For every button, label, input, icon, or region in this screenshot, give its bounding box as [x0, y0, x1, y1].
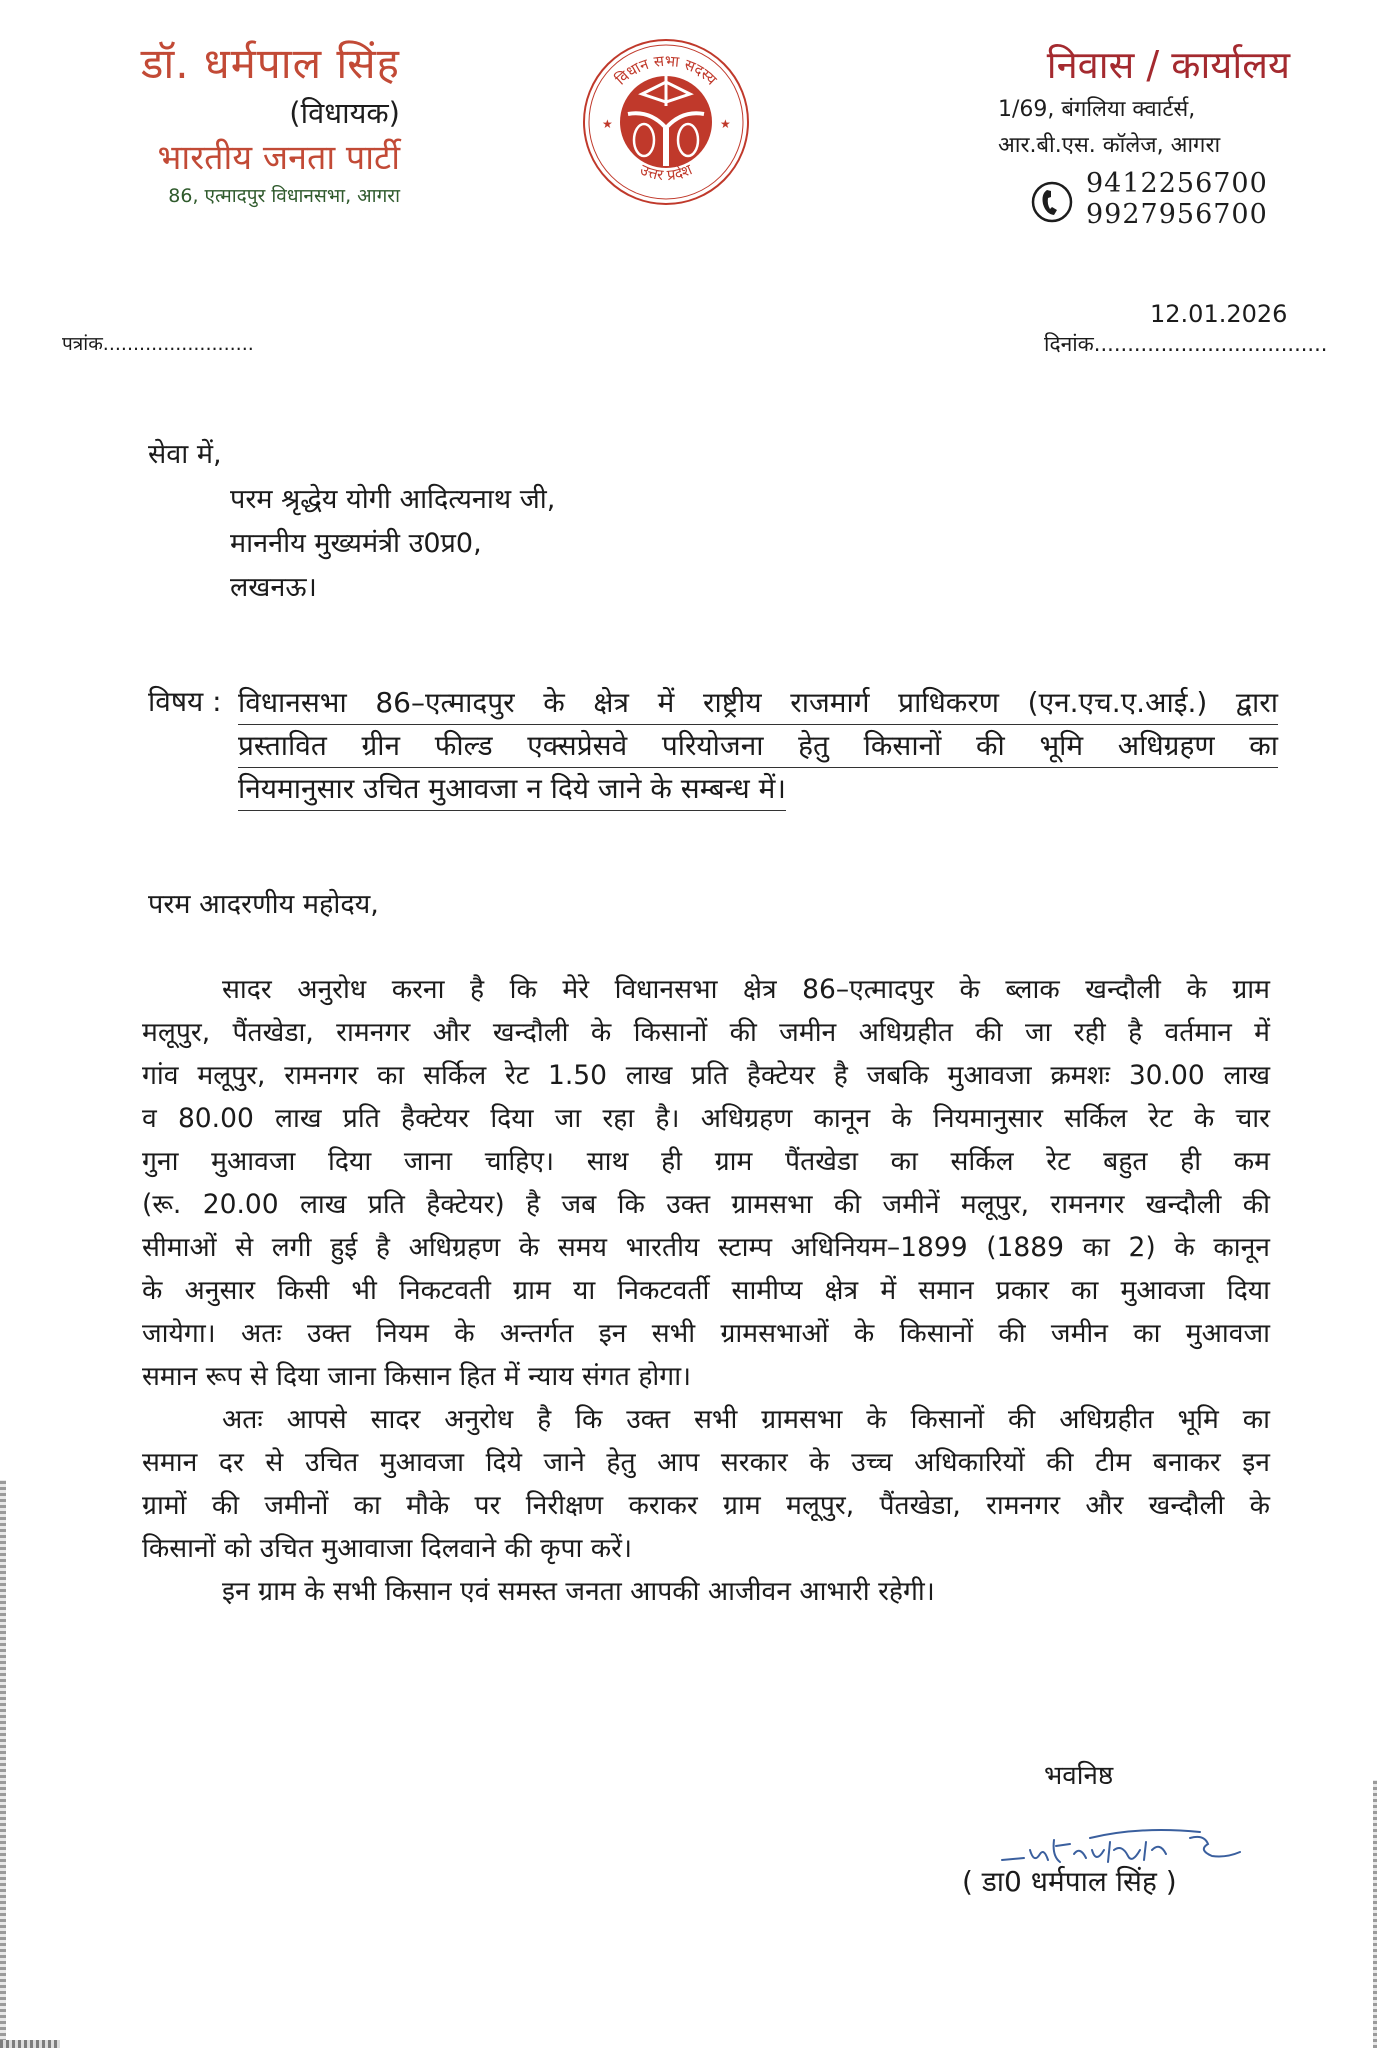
body-line: इन ग्राम के सभी किसान एवं समस्त जनता आपकी आजीवन आभारी रहेगी। — [222, 1576, 935, 1607]
body-line: सीमाओं से लगी हुई है अधिग्रहण के समय भारतीय स्टाम्प अधिनियम–1899 (1889 का 2) के कानून — [142, 1232, 1270, 1263]
letter-body — [142, 968, 1270, 1613]
emblem-text-bottom: उत्तर प्रदेश — [637, 160, 695, 185]
letterhead-sender — [70, 36, 400, 210]
phone-block — [990, 168, 1290, 230]
recipient-line: माननीय मुख्यमंत्री उ0प्र0, — [230, 528, 482, 559]
recipient-line: परम श्रृद्धेय योगी आदित्यनाथ जी, — [230, 484, 556, 515]
recipient-block — [230, 478, 555, 610]
body-line: व 80.00 लाख प्रति हैक्टेयर दिया जा रहा है। अधिग्रहण कानून के नियमानुसार सर्किल रेट के चार — [142, 1103, 1270, 1134]
body-line: गुना मुआवजा दिया जाना चाहिए। साथ ही ग्राम पैंतखेडा का सर्किल रेट बहुत ही कम — [142, 1146, 1270, 1177]
subject-label: विषय : — [148, 685, 222, 718]
letterhead-office — [990, 38, 1290, 230]
salutation: परम आदरणीय महोदय, — [148, 889, 379, 920]
signer-name: ( डा0 धर्मपाल सिंह ) — [962, 1865, 1177, 1898]
subject-line: प्रस्तावित ग्रीन फील्ड एक्सप्रेसवे परियोजना हेतु किसानों की भूमि अधिग्रहण का — [238, 725, 1278, 768]
telephone-icon — [1030, 180, 1074, 224]
up-legislature-emblem-icon — [580, 36, 752, 208]
scan-edge-left — [0, 1480, 6, 2048]
subject-line: विधानसभा 86–एत्मादपुर के क्षेत्र में राष्ट्रीय राजमार्ग प्राधिकरण (एन.एच.ए.आई.) द्वारा — [238, 682, 1278, 725]
body-line: जायेगा। अतः उक्त नियम के अन्तर्गत इन सभी ग्रामसभाओं के किसानों की जमीन का मुआवजा — [142, 1318, 1270, 1349]
subject-line: नियमानुसार उचित मुआवजा न दिये जाने के सम्बन्ध में। — [238, 768, 786, 811]
scan-edge-right — [1373, 1780, 1377, 2048]
phone-number-2: 9927956700 — [1086, 199, 1268, 230]
address-line-2: आर.बी.एस. कॉलेज, आगरा — [998, 133, 1221, 158]
valediction: भवनिष्ठ — [1044, 1761, 1114, 1791]
constituency: 86, एत्मादपुर विधानसभा, आगरा — [168, 185, 400, 207]
body-line: ग्रामों की जमीनों का मौके पर निरीक्षण कराकर ग्राम मलूपुर, पैंतखेडा, रामनगर और खन्दौली के — [142, 1490, 1270, 1521]
recipient-line: लखनऊ। — [230, 572, 317, 603]
scan-edge-bottom — [0, 2040, 60, 2048]
svg-text:★: ★ — [720, 117, 731, 131]
date-label: दिनांक................................... — [1044, 332, 1328, 356]
body-line: मलूपुर, पैंतखेडा, रामनगर और खन्दौली के किसानों की जमीन अधिग्रहीत की जा रही है वर्तमान में — [142, 1017, 1270, 1048]
phone-number-1: 9412256700 — [1086, 168, 1268, 199]
body-line: समान दर से उचित मुआवजा दिये जाने हेतु आप सरकार के उच्च अधिकारियों की टीम बनाकर इन — [142, 1447, 1270, 1478]
body-line: अतः आपसे सादर अनुरोध है कि उक्त सभी ग्रामसभा के किसानों की अधिग्रहीत भूमि का — [222, 1404, 1270, 1435]
body-line: किसानों को उचित मुआवाजा दिलवाने की कृपा करें। — [142, 1533, 633, 1564]
party-name: भारतीय जनता पार्टी — [157, 138, 400, 178]
body-line: (रू. 20.00 लाख प्रति हैक्टेयर) है जब कि उक्त ग्रामसभा की जमीनें मलूपुर, रामनगर खन्दौली की — [142, 1189, 1270, 1220]
reference-number: पत्रांक......................... — [62, 333, 254, 355]
body-line: समान रूप से दिया जाना किसान हित में न्याय संगत होगा। — [142, 1361, 692, 1392]
svg-text:★: ★ — [602, 117, 613, 131]
sender-name: डॉ. धर्मपाल सिंह — [140, 39, 400, 88]
sender-designation: (विधायक) — [289, 96, 400, 130]
body-line: के अनुसार किसी भी निकटवती ग्राम या निकटवर्ती सामीप्य क्षेत्र में समान प्रकार का मुआवजा दिया — [142, 1275, 1270, 1306]
to-label: सेवा में, — [148, 439, 222, 470]
body-line: सादर अनुरोध करना है कि मेरे विधानसभा क्षेत्र 86–एत्मादपुर के ब्लाक खन्दौली के ग्राम — [222, 974, 1270, 1005]
address-line-1: 1/69, बंगलिया क्वार्टर्स, — [998, 97, 1196, 122]
office-title: निवास / कार्यालय — [1046, 43, 1290, 87]
date-value: 12.01.2026 — [1150, 300, 1288, 328]
emblem-text-top: विधान सभा सदस्य — [611, 51, 721, 89]
body-line: गांव मलूपुर, रामनगर का सर्किल रेट 1.50 लाख प्रति हैक्टेयर है जबकि मुआवजा क्रमशः 30.00 लाख — [142, 1060, 1270, 1091]
